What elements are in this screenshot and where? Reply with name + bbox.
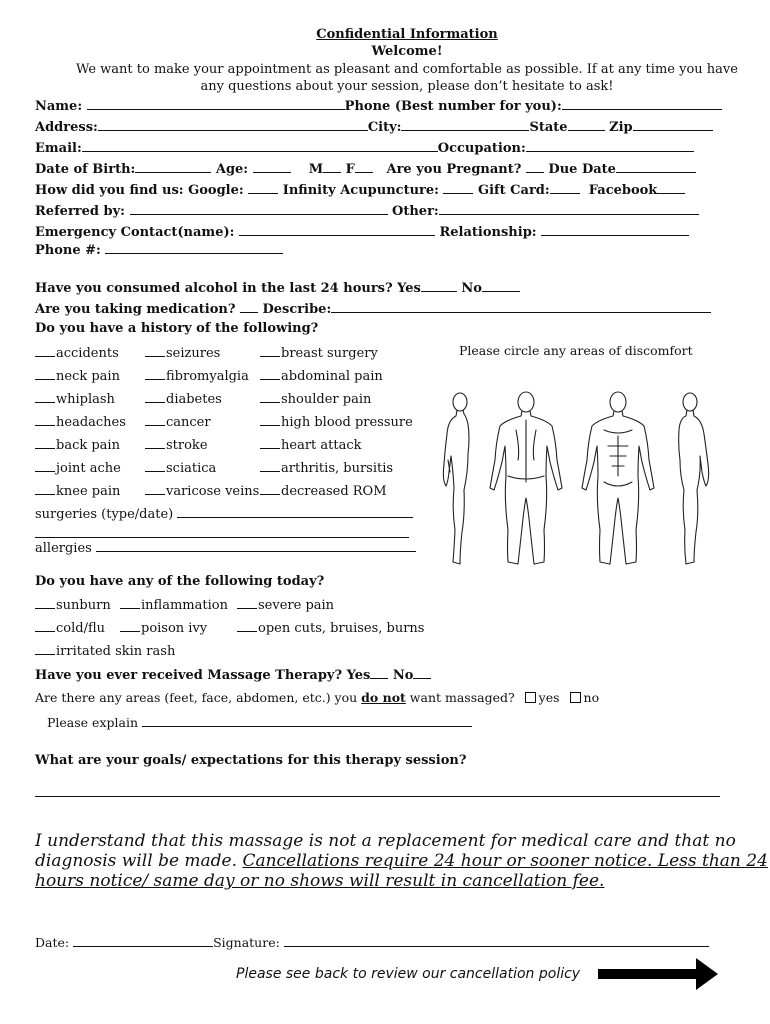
checklist-label: arthritis, bursitis — [281, 461, 394, 476]
statement-line-3: hours notice/ same day or no shows will result in cancellation fee. — [35, 871, 605, 891]
checklist-item — [35, 391, 115, 407]
checklist-label: headaches — [56, 415, 126, 430]
checklist-label: diabetes — [166, 392, 222, 407]
checklist-blank[interactable] — [260, 483, 280, 495]
checklist-label: whiplash — [56, 392, 115, 407]
body-back-figure[interactable] — [490, 392, 562, 564]
email-label: Email: — [35, 141, 82, 156]
form-title: Confidential Information — [316, 27, 498, 42]
checklist-label: knee pain — [56, 484, 121, 499]
gift-card-field[interactable] — [550, 181, 580, 194]
checklist-label: decreased ROM — [281, 484, 387, 499]
checklist-label: severe pain — [258, 598, 335, 613]
zip-label: Zip — [609, 120, 633, 135]
checklist-blank[interactable] — [35, 643, 55, 655]
checklist-item — [35, 368, 120, 384]
intro-line-2: any questions about your session, please don’t hesitate to ask! — [200, 79, 614, 94]
email-field[interactable] — [82, 139, 438, 152]
checklist-item — [35, 620, 105, 636]
history-question: Do you have a history of the following? — [35, 321, 319, 336]
checklist-label: heart attack — [281, 438, 362, 453]
signature-row — [35, 934, 709, 950]
surgeries-field[interactable] — [177, 505, 413, 518]
checklist-blank[interactable] — [35, 414, 55, 426]
allergies-label: allergies — [35, 541, 92, 556]
other-label: Other: — [392, 204, 439, 219]
today-question: Do you have any of the following today? — [35, 574, 325, 589]
checklist-item — [145, 368, 249, 384]
alcohol-no-label: No — [461, 281, 482, 296]
alcohol-label: Have you consumed alcohol in the last 24 hours? Yes — [35, 281, 421, 296]
areas-yes-label: yes — [538, 690, 560, 705]
phone-field[interactable] — [105, 241, 283, 254]
checklist-blank[interactable] — [145, 414, 165, 426]
statement-line-2 — [35, 851, 768, 871]
massage-no-label: No — [392, 668, 414, 683]
zip-field[interactable] — [633, 118, 713, 131]
checklist-item — [237, 620, 424, 636]
checklist-item — [260, 414, 413, 430]
other-field[interactable] — [439, 202, 699, 215]
checklist-blank[interactable] — [35, 620, 55, 632]
statement-line-1: I understand that this massage is not a replacement for medical care and that no — [35, 831, 736, 851]
checklist-label: stroke — [166, 438, 208, 453]
checklist-label: fibromyalgia — [166, 369, 249, 384]
checklist-label: sciatica — [166, 461, 217, 476]
infinity-field[interactable] — [443, 181, 473, 194]
areas-yes-checkbox[interactable] — [525, 692, 536, 703]
name-field[interactable] — [87, 97, 345, 110]
body-side-right-figure[interactable] — [679, 393, 709, 564]
alcohol-yes-field[interactable] — [421, 279, 457, 292]
facebook-label: Facebook — [588, 183, 658, 198]
referred-row — [35, 202, 699, 219]
checklist-label: cold/flu — [56, 621, 106, 636]
state-field[interactable] — [568, 118, 605, 131]
checklist-blank[interactable] — [120, 597, 140, 609]
checklist-blank[interactable] — [35, 368, 55, 380]
checklist-item — [145, 345, 220, 361]
checklist-item — [145, 460, 216, 476]
checklist-blank[interactable] — [35, 597, 55, 609]
emergency-row — [35, 223, 689, 240]
explain-row — [47, 714, 472, 730]
checklist-item — [260, 345, 378, 361]
name-row — [35, 97, 722, 114]
checklist-label: seizures — [166, 346, 221, 361]
goals-question: What are your goals/ expectations for this therapy session? — [35, 753, 467, 768]
checklist-blank[interactable] — [145, 460, 165, 472]
checklist-item — [145, 414, 211, 430]
find-us-row — [35, 181, 685, 198]
age-label: Age: — [215, 162, 249, 177]
due-date-label: Due Date — [548, 162, 616, 177]
explain-field[interactable] — [142, 714, 472, 727]
age-field[interactable] — [253, 160, 291, 173]
body-side-left-figure[interactable] — [443, 393, 469, 564]
m-label: M — [308, 162, 324, 177]
checklist-label: breast surgery — [281, 346, 378, 361]
checklist-item — [120, 620, 207, 636]
date-field[interactable] — [73, 934, 213, 947]
checklist-label: sunburn — [56, 598, 111, 613]
checklist-item — [35, 345, 119, 361]
gift-card-label: Gift Card: — [478, 183, 550, 198]
checklist-blank[interactable] — [145, 368, 165, 380]
areas-question-pre: Are there any areas (feet, face, abdomen, etc.) you — [35, 690, 362, 705]
f-field[interactable] — [355, 160, 373, 173]
body-diagram[interactable] — [438, 390, 710, 572]
areas-no-label: no — [583, 690, 600, 705]
checklist-blank[interactable] — [260, 391, 280, 403]
checklist-blank[interactable] — [145, 391, 165, 403]
massage-yes-field[interactable] — [370, 666, 388, 679]
phone-label: Phone #: — [35, 243, 101, 258]
checklist-item — [260, 437, 362, 453]
state-label: State — [529, 120, 568, 135]
f-label: F — [345, 162, 355, 177]
areas-question-post: want massaged? — [405, 690, 515, 705]
checklist-blank[interactable] — [120, 620, 140, 632]
dob-label: Date of Birth: — [35, 162, 136, 177]
find-us-label: How did you find us: Google: — [35, 183, 244, 198]
dob-row — [35, 160, 696, 177]
checklist-item — [145, 483, 259, 499]
due-date-field[interactable] — [616, 160, 696, 173]
allergies-field[interactable] — [96, 539, 416, 552]
name-label: Name: — [35, 99, 83, 114]
dob-field[interactable] — [135, 160, 211, 173]
checklist-item — [145, 391, 222, 407]
arrow-right-icon — [598, 956, 720, 992]
relationship-label: Relationship: — [439, 225, 537, 240]
alcohol-no-field[interactable] — [482, 279, 520, 292]
checklist-blank[interactable] — [260, 460, 280, 472]
m-field[interactable] — [323, 160, 341, 173]
checklist-label: back pain — [56, 438, 120, 453]
checklist-item — [260, 368, 383, 384]
explain-label: Please explain — [47, 715, 138, 730]
medication-row — [35, 300, 711, 317]
checklist-label: shoulder pain — [281, 392, 372, 407]
intro-line-1: We want to make your appointment as pleasant and comfortable as possible. If at any time you have — [76, 62, 738, 77]
body-front-figure[interactable] — [582, 392, 654, 564]
discomfort-caption: Please circle any areas of discomfort — [459, 343, 693, 358]
describe-label: Describe: — [262, 302, 332, 317]
referred-label: Referred by: — [35, 204, 125, 219]
relationship-field[interactable] — [541, 223, 689, 236]
checklist-item — [260, 391, 371, 407]
checklist-label: high blood pressure — [281, 415, 413, 430]
address-field[interactable] — [98, 118, 368, 131]
checklist-item — [260, 483, 387, 499]
checklist-item — [35, 414, 126, 430]
checklist-label: neck pain — [56, 369, 120, 384]
checklist-blank[interactable] — [35, 345, 55, 357]
checklist-item — [35, 437, 120, 453]
checklist-item — [35, 643, 175, 659]
areas-row — [35, 690, 599, 705]
checklist-blank[interactable] — [35, 460, 55, 472]
areas-no-checkbox[interactable] — [570, 692, 581, 703]
massage-label: Have you ever received Massage Therapy? Yes — [35, 668, 371, 683]
google-field[interactable] — [248, 181, 278, 194]
surgeries-row — [35, 505, 413, 522]
phone-row — [35, 241, 283, 258]
checklist-label: cancer — [166, 415, 211, 430]
phone-best-field[interactable] — [562, 97, 722, 110]
checklist-item — [120, 597, 228, 613]
checklist-label: abdominal pain — [281, 369, 383, 384]
date-label: Date: — [35, 935, 70, 950]
phone-best-label: Phone (Best number for you): — [344, 99, 562, 114]
massage-row — [35, 666, 431, 683]
city-label: City: — [367, 120, 402, 135]
checklist-item — [35, 460, 121, 476]
city-field[interactable] — [401, 118, 529, 131]
footer-note: Please see back to review our cancellation policy — [236, 966, 581, 982]
medication-field[interactable] — [240, 300, 258, 313]
facebook-field[interactable] — [657, 181, 685, 194]
checklist-label: varicose veins — [166, 484, 260, 499]
medication-label: Are you taking medication? — [35, 302, 236, 317]
referred-field[interactable] — [130, 202, 388, 215]
occupation-field[interactable] — [526, 139, 694, 152]
checklist-item — [35, 483, 120, 499]
checklist-item — [145, 437, 208, 453]
checklist-blank[interactable] — [145, 345, 165, 357]
checklist-label: accidents — [56, 346, 119, 361]
alcohol-row — [35, 279, 520, 296]
surgeries-extra-line[interactable] — [35, 537, 409, 538]
checklist-blank[interactable] — [260, 368, 280, 380]
statement-line-2-pre: diagnosis will be made. — [35, 851, 243, 871]
email-row — [35, 139, 694, 156]
areas-question-emphasis: do not — [361, 690, 406, 705]
checklist-label: poison ivy — [141, 621, 208, 636]
checklist-blank[interactable] — [145, 437, 165, 449]
emergency-field[interactable] — [239, 223, 435, 236]
signature-field[interactable] — [284, 934, 709, 947]
describe-field[interactable] — [331, 300, 711, 313]
signature-label: Signature: — [213, 935, 280, 950]
checklist-blank[interactable] — [237, 620, 257, 632]
checklist-label: inflammation — [141, 598, 228, 613]
checklist-label: irritated skin rash — [56, 644, 176, 659]
checklist-blank[interactable] — [260, 437, 280, 449]
checklist-blank[interactable] — [35, 483, 55, 495]
allergies-row — [35, 539, 416, 556]
checklist-item — [35, 597, 111, 613]
checklist-blank[interactable] — [145, 483, 165, 495]
checklist-blank[interactable] — [237, 597, 257, 609]
checklist-blank[interactable] — [260, 414, 280, 426]
surgeries-label: surgeries (type/date) — [35, 507, 174, 522]
massage-no-field[interactable] — [413, 666, 431, 679]
checklist-item — [237, 597, 334, 613]
emergency-label: Emergency Contact(name): — [35, 225, 235, 240]
address-label: Address: — [35, 120, 98, 135]
occupation-label: Occupation: — [437, 141, 526, 156]
checklist-blank[interactable] — [260, 345, 280, 357]
infinity-label: Infinity Acupuncture: — [282, 183, 439, 198]
checklist-label: joint ache — [56, 461, 121, 476]
pregnant-label: Are you Pregnant? — [386, 162, 522, 177]
address-row — [35, 118, 713, 135]
checklist-blank[interactable] — [35, 437, 55, 449]
checklist-label: open cuts, bruises, burns — [258, 621, 425, 636]
checklist-item — [260, 460, 393, 476]
welcome-heading: Welcome! — [371, 44, 443, 59]
statement-line-2-underlined: Cancellations require 24 hour or sooner notice. Less than 24 — [242, 851, 768, 871]
checklist-blank[interactable] — [35, 391, 55, 403]
pregnant-field[interactable] — [526, 160, 544, 173]
goals-field[interactable] — [35, 796, 720, 797]
